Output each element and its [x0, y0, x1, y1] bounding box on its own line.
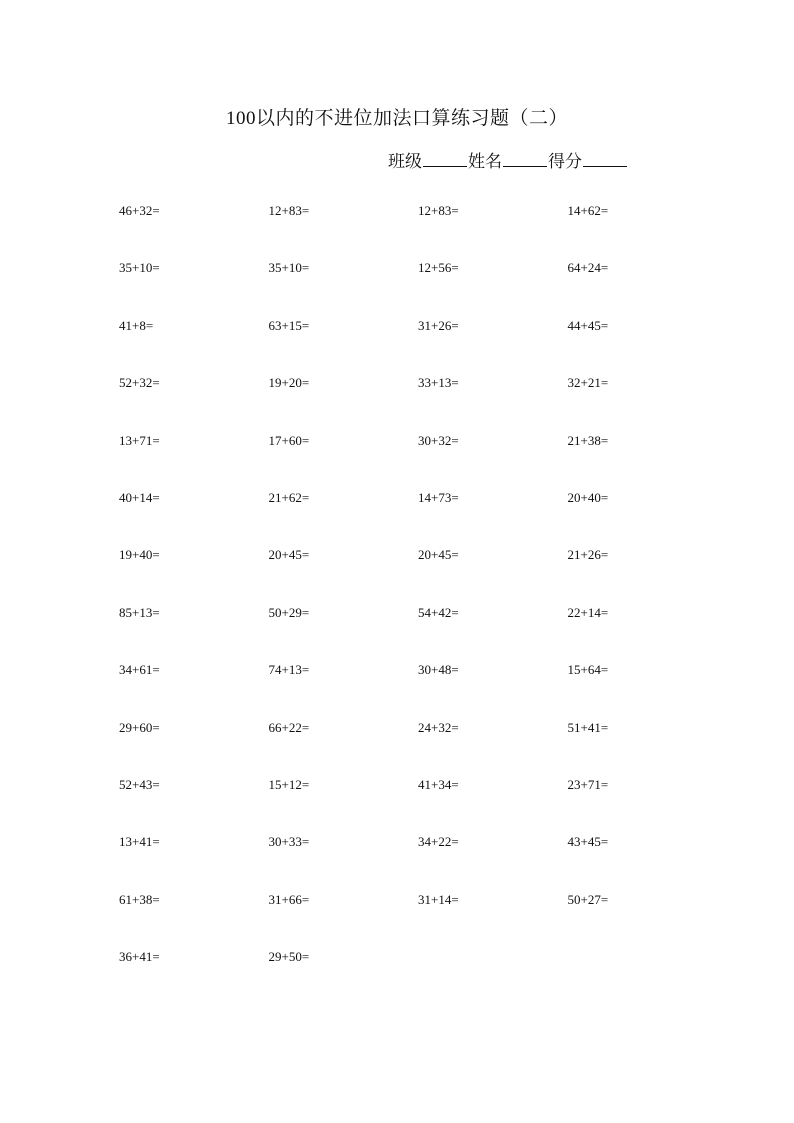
name-label: 姓名 [468, 152, 502, 171]
problem-item: 13+41= [119, 834, 160, 850]
problem-item: 34+22= [418, 834, 459, 850]
problem-item: 12+83= [418, 203, 459, 218]
class-blank [423, 150, 467, 167]
problem-item: 31+14= [418, 891, 459, 907]
problem-item: 13+71= [119, 432, 160, 448]
problem-item: 35+10= [119, 260, 160, 276]
problem-row [119, 605, 719, 662]
problem-item: 30+32= [418, 432, 459, 448]
problem-item: 50+27= [567, 891, 609, 907]
problem-item: 52+43= [119, 776, 160, 792]
problem-item: 32+21= [567, 375, 609, 391]
problem-item: 20+40= [567, 489, 609, 505]
student-info-line [388, 147, 628, 172]
problem-row [119, 260, 719, 317]
problem-item: 44+45= [567, 317, 609, 333]
problem-item: 41+34= [418, 776, 459, 792]
problem-item: 36+41= [119, 949, 160, 965]
problem-item: 30+48= [418, 662, 459, 678]
problem-item: 34+61= [119, 662, 160, 678]
problem-item: 24+32= [418, 719, 459, 735]
problem-row [119, 892, 719, 949]
problem-item: 52+32= [119, 375, 160, 391]
problem-item: 41+8= [119, 317, 154, 333]
problem-item: 15+12= [268, 776, 310, 792]
score-blank [583, 150, 627, 167]
problem-row [119, 547, 719, 604]
problem-item: 63+15= [268, 317, 310, 333]
score-label: 得分 [548, 152, 582, 171]
problem-item: 50+29= [268, 604, 310, 620]
problem-grid [119, 203, 719, 1006]
problem-item: 23+71= [567, 776, 609, 792]
problem-item: 54+42= [418, 604, 459, 620]
problem-item: 35+10= [268, 260, 310, 276]
problem-item: 21+26= [567, 547, 609, 563]
problem-item: 64+24= [567, 260, 609, 276]
problem-item: 20+45= [418, 547, 459, 563]
problem-item: 46+32= [119, 203, 160, 218]
problem-item: 22+14= [567, 604, 609, 620]
problem-row [119, 433, 719, 490]
problem-row [119, 949, 719, 1006]
problem-item: 19+20= [268, 375, 310, 391]
problem-row [119, 203, 719, 260]
problem-row [119, 375, 719, 432]
problem-item: 31+66= [268, 891, 310, 907]
problem-item: 31+26= [418, 317, 459, 333]
problem-item: 85+13= [119, 604, 160, 620]
problem-item: 43+45= [567, 834, 609, 850]
problem-item: 14+73= [418, 489, 459, 505]
problem-item: 19+40= [119, 547, 160, 563]
problem-item: 29+60= [119, 719, 160, 735]
problem-item: 15+64= [567, 662, 609, 678]
worksheet-title: 100以内的不进位加法口算练习题（二） [225, 108, 568, 129]
problem-row [119, 318, 719, 375]
problem-item: 61+38= [119, 891, 160, 907]
problem-item: 51+41= [567, 719, 609, 735]
problem-item: 33+13= [418, 375, 459, 391]
problem-item: 20+45= [268, 547, 310, 563]
problem-item: 29+50= [268, 949, 310, 965]
problem-item: 40+14= [119, 489, 160, 505]
problem-row [119, 834, 719, 891]
class-label: 班级 [388, 152, 422, 171]
problem-row [119, 490, 719, 547]
problem-row [119, 777, 719, 834]
problem-item: 14+62= [567, 203, 609, 218]
problem-row [119, 720, 719, 777]
problem-row [119, 662, 719, 719]
problem-item: 30+33= [268, 834, 310, 850]
problem-item: 74+13= [268, 662, 310, 678]
problem-item: 21+62= [268, 489, 310, 505]
problem-item: 12+83= [268, 203, 310, 218]
problem-item: 12+56= [418, 260, 459, 276]
name-blank [503, 150, 547, 167]
problem-item: 17+60= [268, 432, 310, 448]
problem-item: 66+22= [268, 719, 310, 735]
problem-item: 21+38= [567, 432, 609, 448]
